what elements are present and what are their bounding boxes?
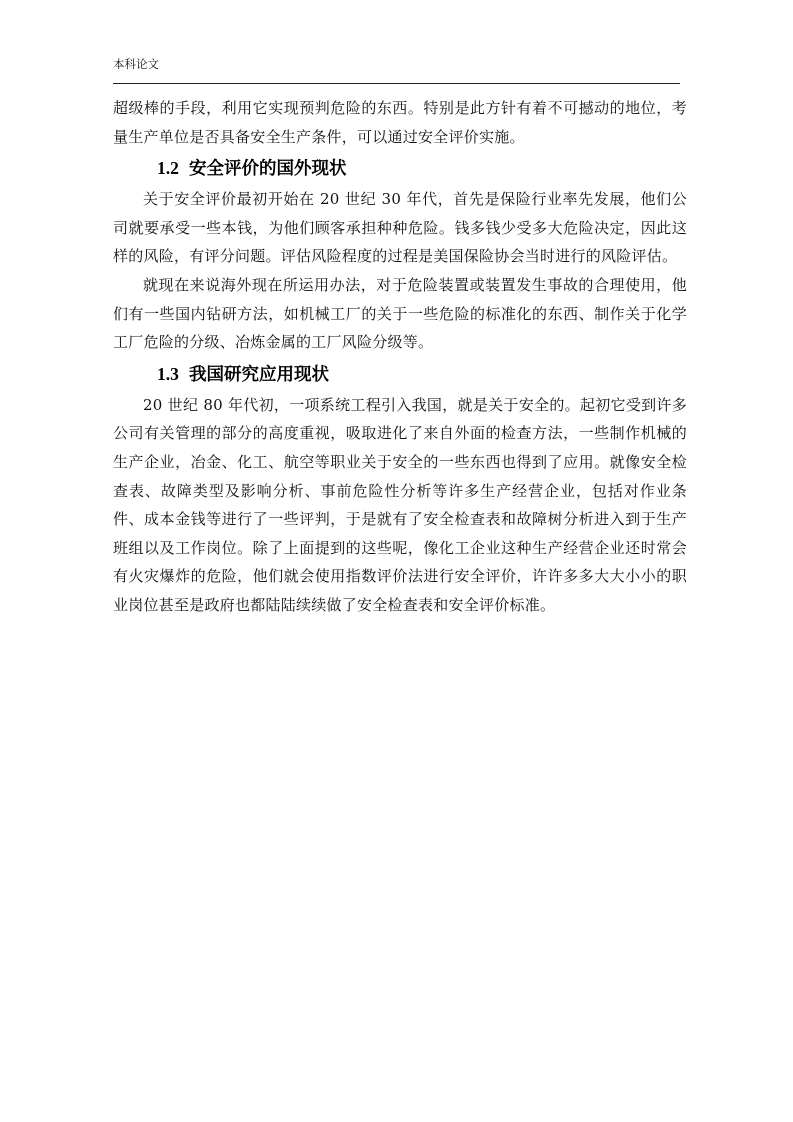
header-text: 本科论文 (113, 57, 159, 71)
section-number: 1.2 (157, 158, 179, 179)
section-number: 1.3 (157, 363, 179, 384)
section-title: 我国研究应用现状 (188, 364, 329, 385)
section-title: 安全评价的国外现状 (188, 159, 347, 180)
section-heading-1-3 (113, 357, 687, 391)
page-header (113, 55, 680, 84)
section-1-2-paragraph-1: 关于安全评价最初开始在 20 世纪 30 年代，首先是保险行业率先发展，他们公司就要承受一些本钱，为他们顾客承担种种危险。钱多钱少受多大危险决定，因此这样的风险，有评分问题。评估风险程度的过程是美国保险协会当时进行的风险评估。 (113, 190, 687, 266)
section-1-2-paragraph-2: 就现在来说海外现在所运用办法，对于危险装置或装置发生事故的合理使用，他们有一些国内钻研方法，如机械工厂的关于一些危险的标准化的东西、制作关于化学工厂危险的分级、冶炼金属的工厂风险分级等。 (113, 275, 687, 352)
document-body (113, 94, 687, 620)
section-1-3-paragraph-1: 20 世纪 80 年代初，一项系统工程引入我国，就是关于安全的。起初它受到许多公司有关管理的部分的高度重视，吸取进化了来自外面的检查方法，一些制作机械的生产企业，冶金、化工、航空等职业关于安全的一些东西也得到了应用。就像安全检查表、故障类型及影响分析、事前危险性分析等许多生产经营企业，包括对作业条件、成本金钱等进行了一些评判，于是就有了安全检查表和故障树分析进入到于生产班组以及工作岗位。除了上面提到的这些呢，像化工企业这种生产经营企业还时常会有火灾爆炸的危险，他们就会使用指数评价法进行安全评价，许许多多大大小小的职业岗位甚至是政府也都陆陆续续做了安全检查表和安全评价标准。 (113, 395, 687, 614)
section-heading-1-2 (113, 151, 687, 185)
intro-paragraph: 超级棒的手段，利用它实现预判危险的东西。特别是此方针有着不可撼动的地位，考量生产单位是否具备安全生产条件，可以通过安全评价实施。 (113, 99, 687, 146)
